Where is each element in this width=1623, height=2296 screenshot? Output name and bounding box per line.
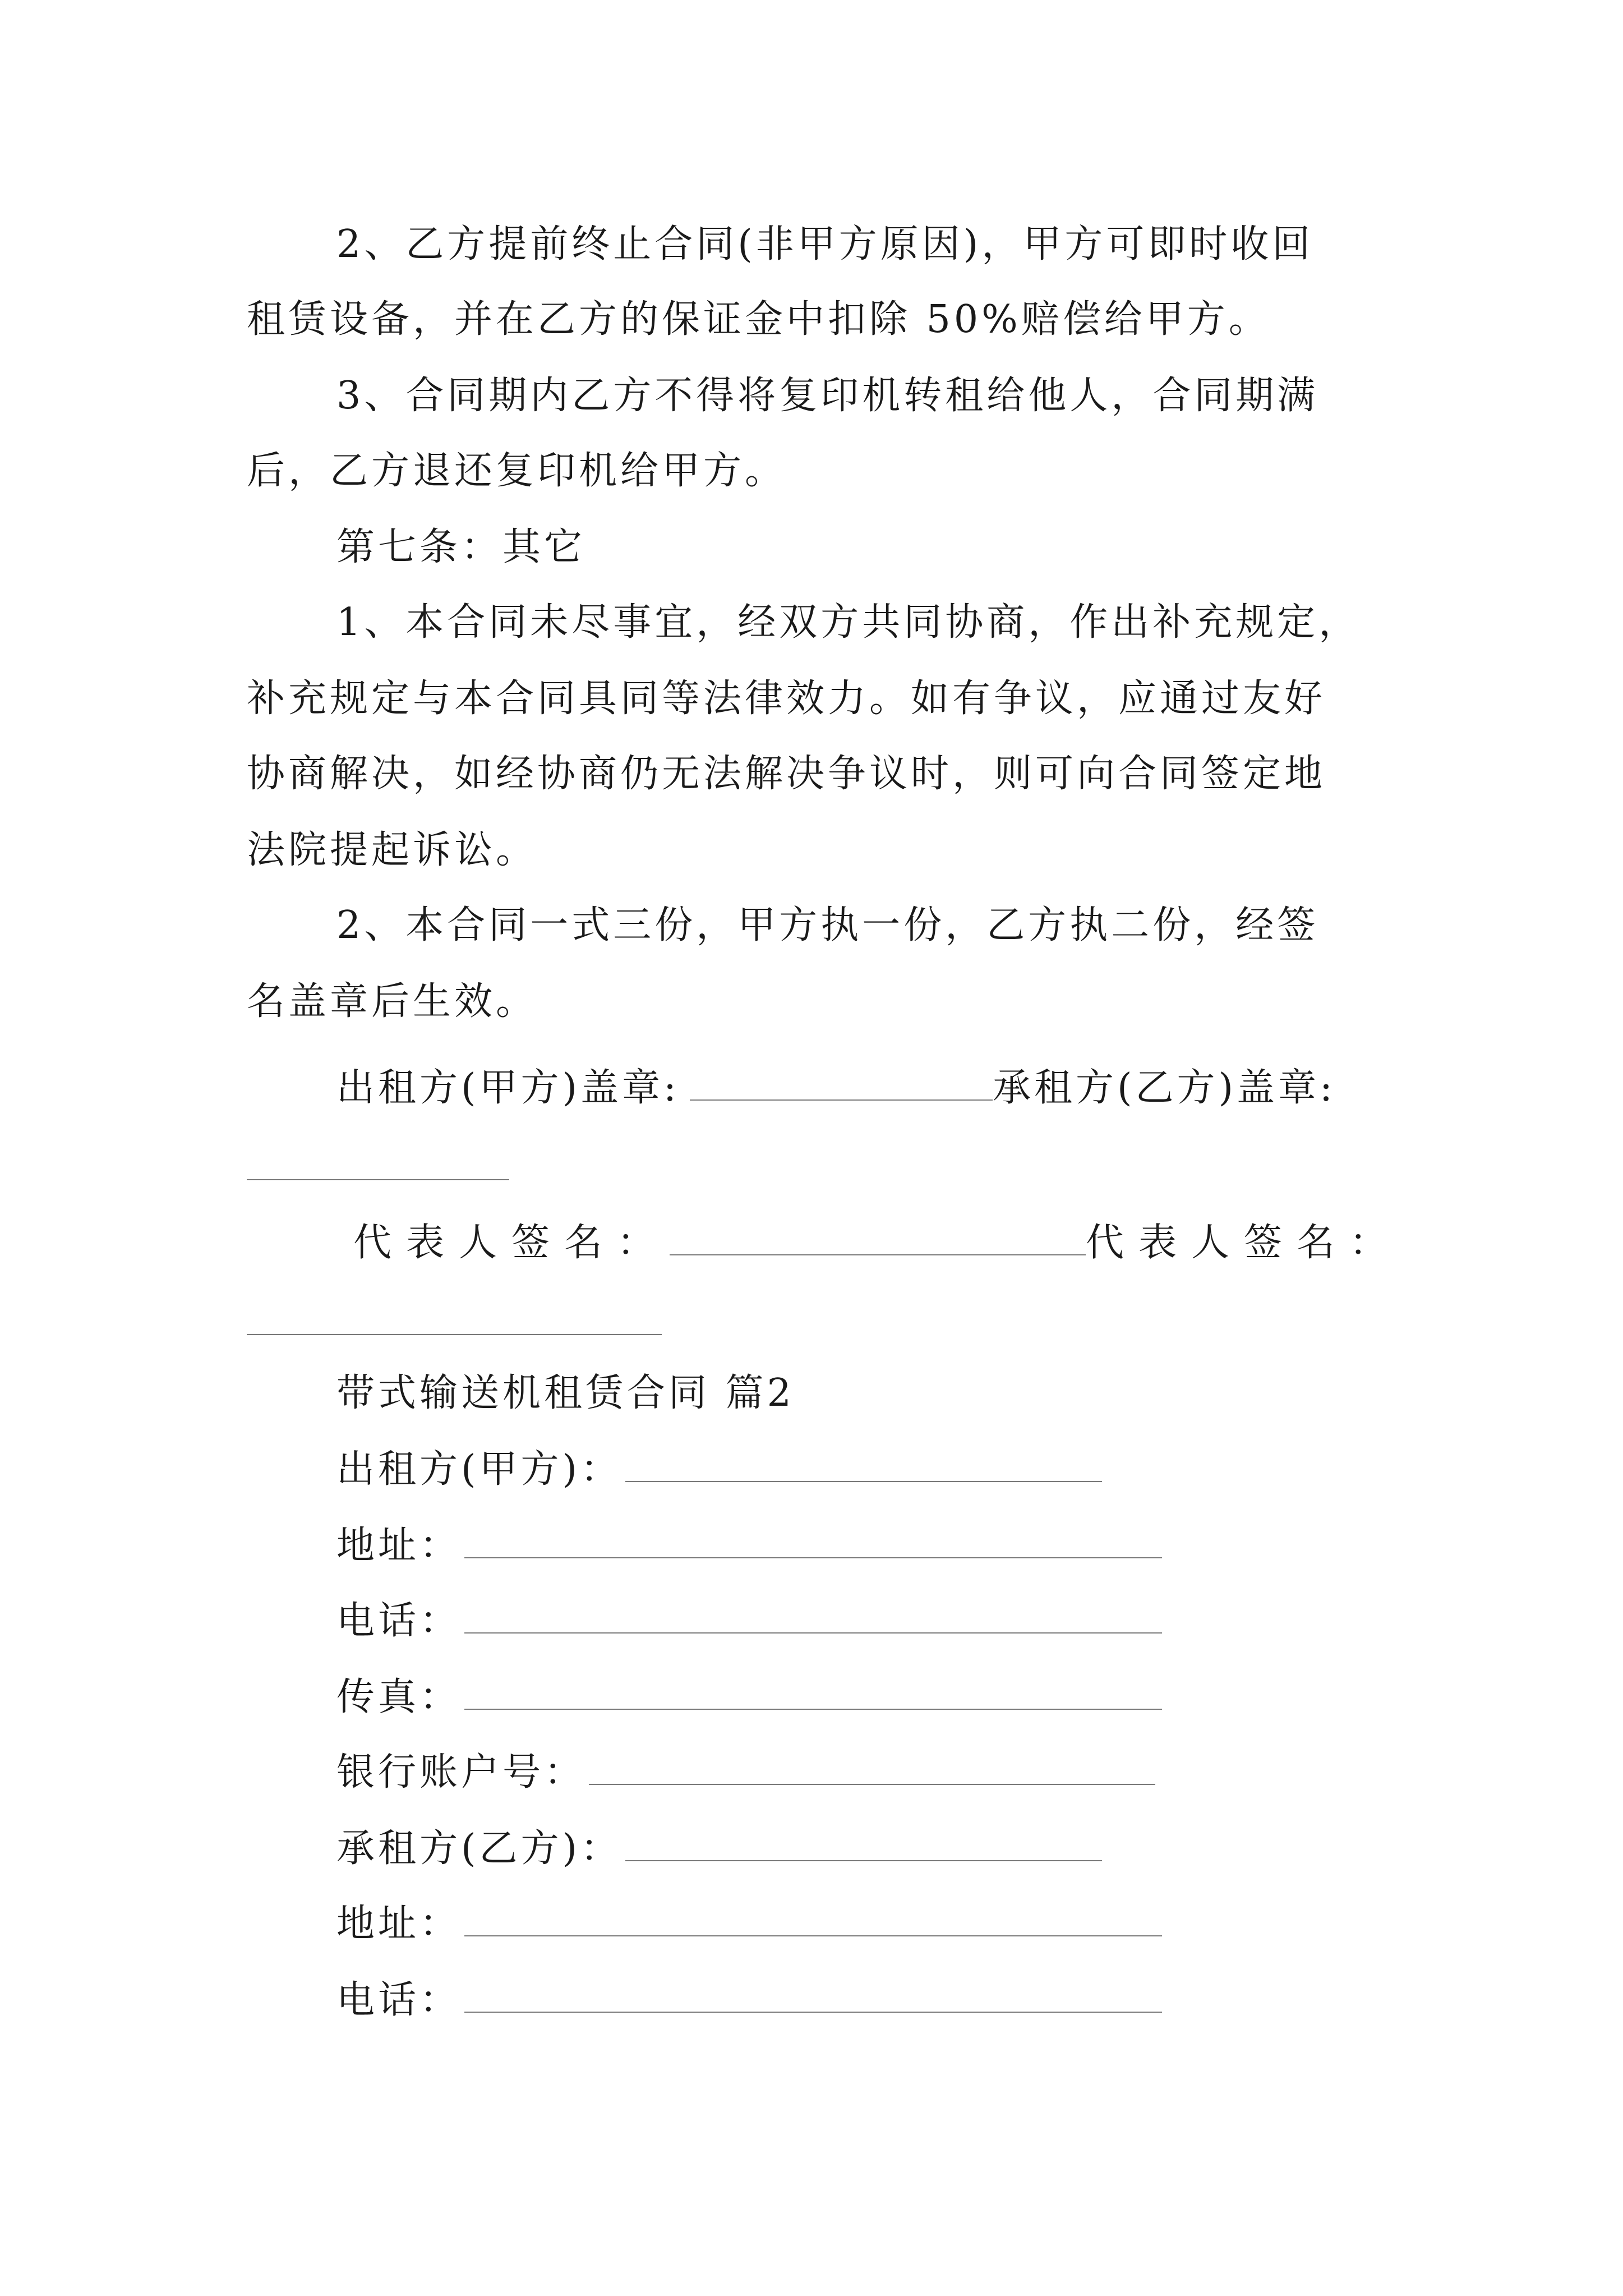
section-7-heading: 第七条：其它 xyxy=(336,525,586,569)
phone-label-1: 电话： xyxy=(336,1599,462,1643)
lessor-seal-blank[interactable] xyxy=(690,1067,993,1101)
clause-6-2-line-2: 租赁设备，并在乙方的保证金中扣除 50%赔偿给甲方。 xyxy=(247,297,1270,342)
rep-sign-row xyxy=(353,1221,1402,1266)
contract-2-title: 带式输送机租赁合同 篇2 xyxy=(336,1371,795,1415)
rep-sign-blank-1[interactable] xyxy=(670,1222,1086,1255)
lessee-field-row xyxy=(336,1826,1102,1871)
lessor-label: 出租方(甲方)： xyxy=(336,1447,623,1492)
bank-account-label: 银行账户号： xyxy=(336,1750,586,1795)
bank-account-input-line[interactable] xyxy=(589,1751,1155,1785)
clause-7-2-line-2: 名盖章后生效。 xyxy=(247,979,538,1024)
clause-6-2-line-1: 2、乙方提前终止合同(非甲方原因)，甲方可即时收回 xyxy=(336,222,1314,266)
fax-label: 传真： xyxy=(336,1675,462,1719)
address-input-line-2[interactable] xyxy=(464,1903,1162,1936)
clause-7-1-line-1: 1、本合同未尽事宜，经双方共同协商，作出补充规定， xyxy=(336,600,1361,645)
rep-sign-label-1: 代表人签名： xyxy=(353,1221,670,1265)
clause-7-1-line-3: 协商解决，如经协商仍无法解决争议时，则可向合同签定地 xyxy=(247,752,1326,796)
lessor-seal-label: 出租方(甲方)盖章: xyxy=(336,1066,680,1110)
lessee-input-line[interactable] xyxy=(625,1828,1102,1861)
clause-6-3-line-1: 3、合同期内乙方不得将复印机转租给他人，合同期满 xyxy=(336,374,1319,418)
clause-7-1-line-2: 补充规定与本合同具同等法律效力。如有争议，应通过友好 xyxy=(247,677,1326,721)
rep-sign-blank-2[interactable] xyxy=(247,1334,662,1335)
fax-field-row xyxy=(336,1675,1162,1720)
phone-label-2: 电话： xyxy=(336,1978,462,2022)
clause-7-1-line-4: 法院提起诉讼。 xyxy=(247,828,538,872)
address-field-row-2 xyxy=(336,1902,1162,1947)
phone-field-row-1 xyxy=(336,1599,1162,1644)
clause-7-2-line-1: 2、本合同一式三份，甲方执一份，乙方执二份，经签 xyxy=(336,903,1319,947)
phone-field-row-2 xyxy=(336,1978,1162,2023)
phone-input-line-1[interactable] xyxy=(464,1600,1162,1634)
bank-account-field-row xyxy=(336,1750,1155,1795)
address-input-line-1[interactable] xyxy=(464,1525,1162,1558)
seal-row xyxy=(336,1066,1336,1111)
lessee-label: 承租方(乙方)： xyxy=(336,1826,623,1871)
lessee-seal-blank[interactable] xyxy=(247,1179,509,1180)
lessor-input-line[interactable] xyxy=(625,1448,1102,1482)
lessee-seal-label: 承租方(乙方)盖章: xyxy=(992,1066,1336,1110)
clause-6-3-line-2: 后，乙方退还复印机给甲方。 xyxy=(247,449,787,493)
address-label-1: 地址： xyxy=(336,1524,462,1568)
lessor-field-row xyxy=(336,1447,1102,1492)
phone-input-line-2[interactable] xyxy=(464,1979,1162,2013)
address-label-2: 地址： xyxy=(336,1902,462,1946)
address-field-row-1 xyxy=(336,1524,1162,1568)
rep-sign-label-2: 代表人签名： xyxy=(1086,1221,1403,1265)
fax-input-line[interactable] xyxy=(464,1676,1162,1710)
